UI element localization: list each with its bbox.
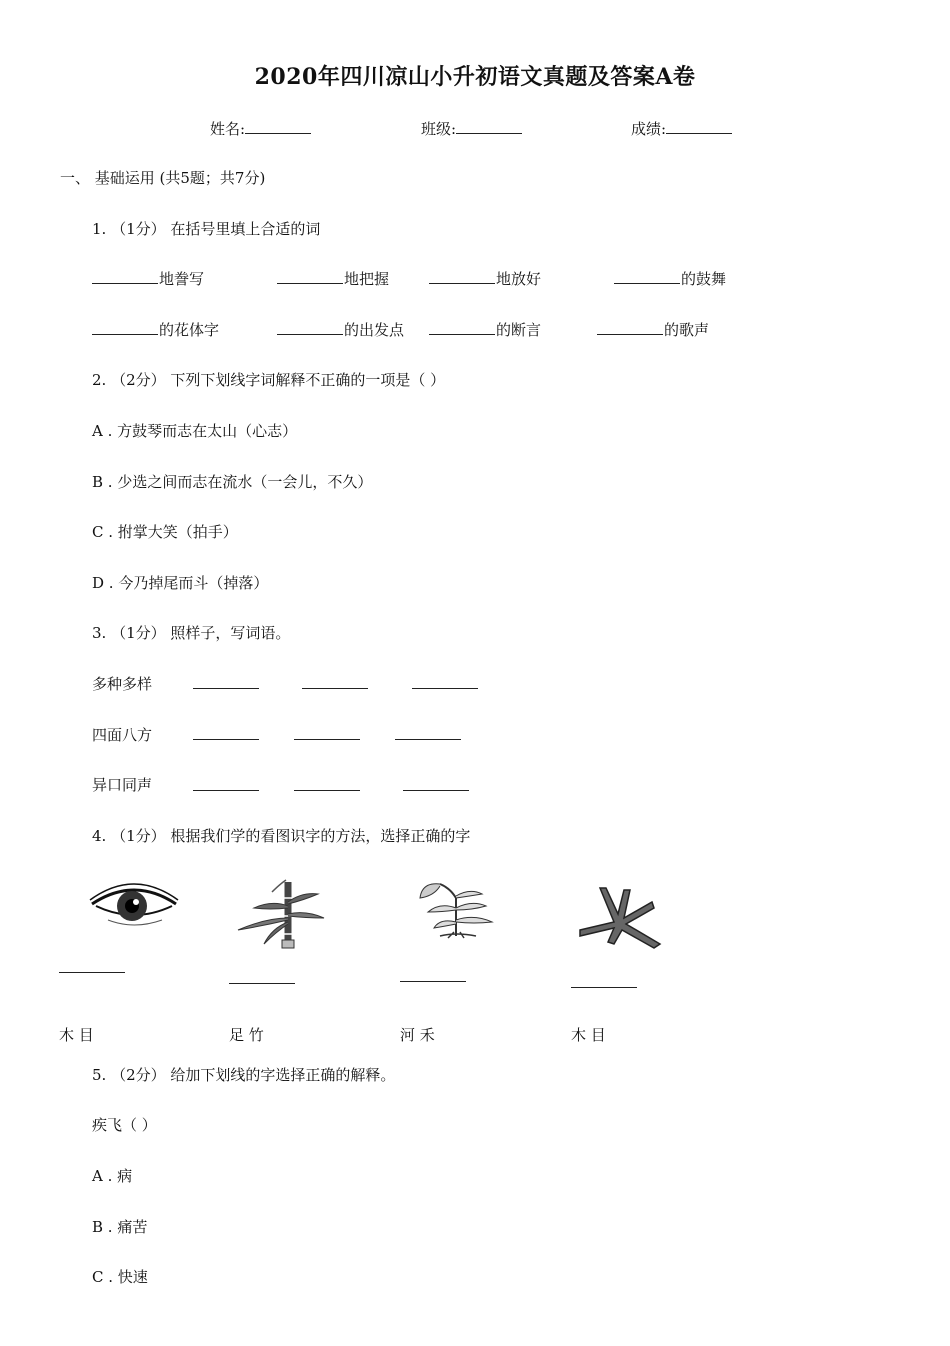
answer-blank[interactable]	[412, 688, 478, 689]
answer-blank[interactable]	[277, 319, 343, 335]
student-class-field[interactable]	[421, 118, 523, 139]
answer-blank[interactable]	[92, 268, 158, 284]
answer-blank[interactable]	[294, 739, 360, 740]
answer-blank[interactable]	[59, 972, 125, 973]
answer-blank[interactable]	[193, 790, 259, 791]
q2-option-c[interactable]: C . 拊掌大笑（拍手）	[92, 523, 238, 541]
name-blank[interactable]	[245, 118, 311, 134]
q4-choice[interactable]: 足 竹	[229, 1026, 264, 1044]
q1-item-text: 地誊写	[159, 270, 205, 288]
answer-blank[interactable]	[429, 268, 495, 284]
question-4-stem: 4. （1分） 根据我们学的看图识字的方法，选择正确的字	[92, 827, 471, 845]
q1-item[interactable]	[277, 319, 404, 340]
name-label: 姓名:	[210, 120, 246, 138]
answer-blank[interactable]	[403, 790, 469, 791]
answer-blank[interactable]	[193, 739, 259, 740]
tree-icon	[574, 882, 666, 952]
answer-blank[interactable]	[277, 268, 343, 284]
seedling-icon	[410, 878, 508, 940]
q2-option-b[interactable]: B . 少选之间而志在流水（一会儿，不久）	[92, 473, 373, 491]
class-blank[interactable]	[456, 118, 522, 134]
q1-item[interactable]	[92, 268, 204, 289]
q1-item-text: 地把握	[344, 270, 390, 288]
question-2-stem: 2. （2分） 下列下划线字词解释不正确的一项是（ ）	[92, 371, 446, 389]
q1-item[interactable]	[614, 268, 726, 289]
answer-blank[interactable]	[294, 790, 360, 791]
q4-choice[interactable]: 河 禾	[400, 1026, 435, 1044]
q1-item-text: 的花体字	[159, 321, 220, 339]
q4-choice[interactable]: 木 目	[59, 1026, 94, 1044]
question-3-stem: 3. （1分） 照样子，写词语。	[92, 624, 291, 642]
student-name-field[interactable]	[210, 118, 312, 139]
q3-example-word: 四面八方	[92, 726, 153, 744]
q1-item[interactable]	[597, 319, 709, 340]
answer-blank[interactable]	[302, 688, 368, 689]
answer-blank[interactable]	[193, 688, 259, 689]
q2-option-a[interactable]: A . 方鼓琴而志在太山（心志）	[92, 422, 298, 440]
q5-sub-question: 疾飞（ ）	[92, 1116, 157, 1134]
answer-blank[interactable]	[400, 981, 466, 982]
answer-blank[interactable]	[429, 319, 495, 335]
answer-blank[interactable]	[229, 983, 295, 984]
student-score-field[interactable]	[631, 118, 733, 139]
question-5-stem: 5. （2分） 给加下划线的字选择正确的解释。	[92, 1066, 396, 1084]
q1-item-text: 的断言	[496, 321, 542, 339]
q1-item-text: 的鼓舞	[681, 270, 727, 288]
q2-option-d[interactable]: D . 今乃掉尾而斗（掉落）	[92, 574, 269, 592]
answer-blank[interactable]	[92, 319, 158, 335]
q5-option-b[interactable]: B . 痛苦	[92, 1218, 148, 1236]
section-heading: 一、 基础运用 (共5题；共7分)	[60, 169, 266, 187]
q1-item[interactable]	[429, 268, 541, 289]
q1-item[interactable]	[92, 319, 219, 340]
page-title: 2020年四川凉山小升初语文真题及答案A卷	[254, 64, 696, 90]
q4-choice[interactable]: 木 目	[571, 1026, 606, 1044]
answer-blank[interactable]	[614, 268, 680, 284]
eye-icon	[88, 880, 180, 930]
q1-item-text: 的歌声	[664, 321, 710, 339]
q1-item[interactable]	[429, 319, 541, 340]
score-blank[interactable]	[666, 118, 732, 134]
answer-blank[interactable]	[597, 319, 663, 335]
score-label: 成绩:	[631, 120, 667, 138]
q1-item-text: 地放好	[496, 270, 542, 288]
q5-option-a[interactable]: A . 病	[92, 1167, 133, 1185]
q1-item[interactable]	[277, 268, 389, 289]
q1-item-text: 的出发点	[344, 321, 405, 339]
answer-blank[interactable]	[395, 739, 461, 740]
q5-option-c[interactable]: C . 快速	[92, 1268, 148, 1286]
question-1-stem: 1. （1分） 在括号里填上合适的词	[92, 220, 321, 238]
class-label: 班级:	[421, 120, 457, 138]
bamboo-icon	[232, 878, 328, 950]
answer-blank[interactable]	[571, 987, 637, 988]
q3-example-word: 异口同声	[92, 776, 153, 794]
q3-example-word: 多种多样	[92, 675, 153, 693]
